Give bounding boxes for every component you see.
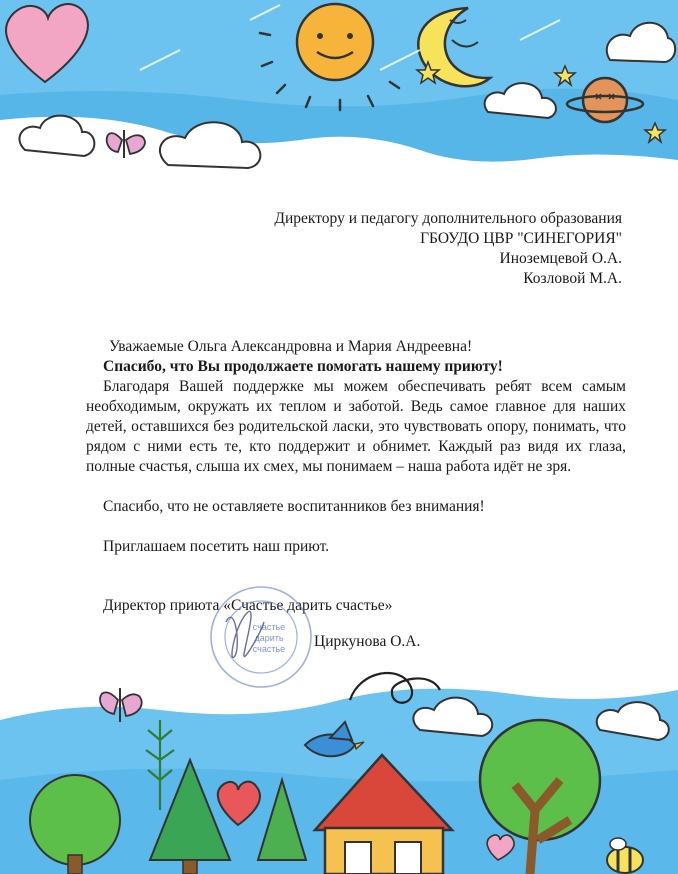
- addressee-name: Козловой М.А.: [523, 270, 622, 287]
- stamp-line: счастье: [252, 622, 286, 632]
- thanks-line: Спасибо, что не оставляете воспитанников без внимания!: [103, 498, 485, 515]
- top-illustration: [0, 0, 678, 170]
- director-title: Директор приюта «Счастье дарить счастье»: [103, 597, 393, 614]
- bottom-illustration: [0, 660, 678, 874]
- letter-body: [86, 337, 626, 557]
- addressee-block: [162, 209, 622, 289]
- stamp-line: счастье: [252, 644, 286, 654]
- director-name: Циркунова О.А.: [314, 633, 421, 650]
- addressee-name: Иноземцевой О.А.: [499, 250, 622, 267]
- addressee-line: Директору и педагогу дополнительного образования: [274, 210, 622, 227]
- invitation-line: Приглашаем посетить наш приют.: [103, 538, 330, 555]
- addressee-organization: ГБОУДО ЦВР "СИНЕГОРИЯ": [420, 230, 622, 247]
- salutation: Уважаемые Ольга Александровна и Мария Андреевна!: [109, 338, 473, 355]
- stamp-line: дарить: [254, 633, 284, 643]
- butterfly-icon: [107, 130, 145, 158]
- thanks-heading: Спасибо, что Вы продолжаете помогать нашему приюту!: [103, 358, 503, 375]
- letter-paragraph: Благодаря Вашей поддержке мы можем обеспечивать ребят всем самым необходимым, окружать их теплом и заботой. Ведь самое главное для наших детей, оставшихся без родительской ласки, это чувствовать опору, понимать, что рядом с ними есть те, кто поддержит и обнимет. Каждый раз видя их глаза, полные счастья, слыша их смех, мы понимаем – наша работа идёт не зря.: [86, 378, 626, 475]
- cloud-icon: [19, 116, 94, 156]
